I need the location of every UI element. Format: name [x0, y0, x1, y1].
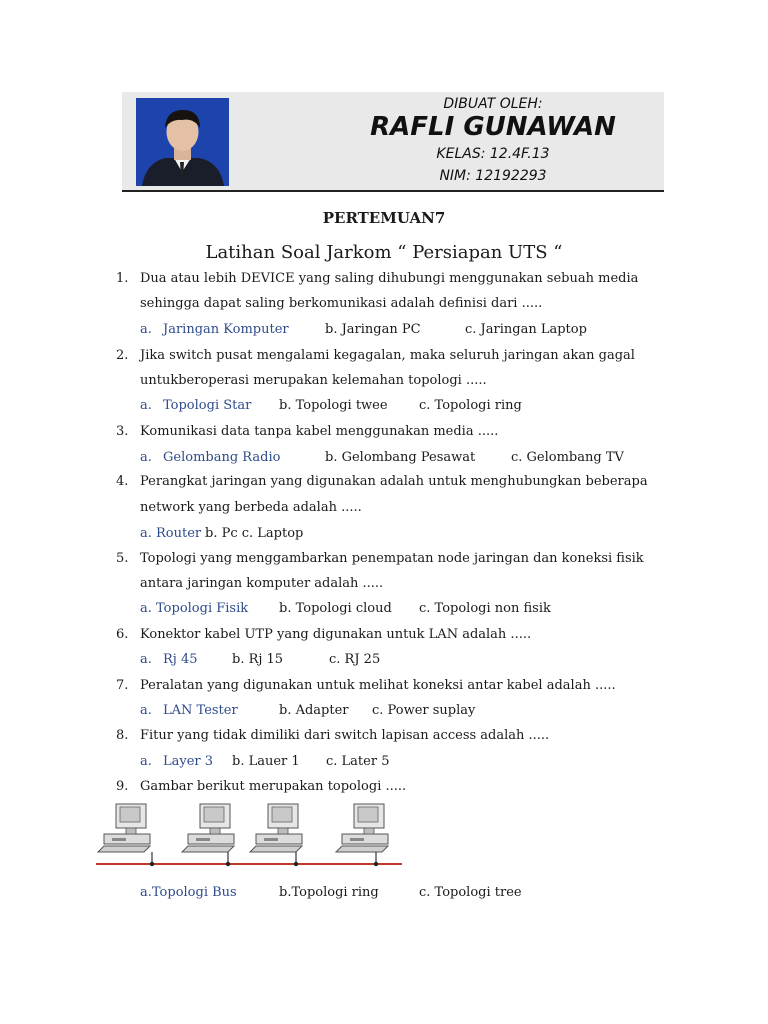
question-text: antara jaringan komputer adalah ..... [140, 576, 384, 591]
option-a-marker: a. [140, 398, 152, 413]
question-text: Komunikasi data tanpa kabel menggunakan media ..... [140, 424, 499, 439]
option-a-marker: a. [140, 450, 152, 465]
option-c: c. Topologi tree [419, 885, 522, 900]
question-number: 8. [116, 728, 129, 743]
author-class: KELAS: 12.4F.13 [436, 146, 550, 162]
question-text: Topologi yang menggambarkan penempatan node jaringan dan koneksi fisik [140, 551, 644, 566]
option-a: a. Topologi Fisik [140, 601, 249, 616]
author-header [122, 92, 664, 192]
option-a-marker: a. [140, 652, 152, 667]
question-number: 1. [116, 271, 129, 286]
option-c: c. Topologi non fisik [419, 601, 551, 616]
option-b: b.Topologi ring [279, 885, 379, 900]
question-number: 5. [116, 551, 129, 566]
question-number: 2. [116, 348, 129, 363]
page-title: Latihan Soal Jarkom “ Persiapan UTS “ [205, 242, 563, 263]
option-b: b. Rj 15 [232, 652, 284, 667]
meeting-heading: PERTEMUAN7 [322, 209, 446, 227]
option-a: Rj 45 [163, 652, 198, 667]
option-b: b. Topologi twee [279, 398, 388, 413]
option-c: c. RJ 25 [329, 652, 381, 667]
question-number: 9. [116, 779, 129, 794]
option-a: Gelombang Radio [163, 450, 281, 465]
question-text: sehingga dapat saling berkomunikasi adalah definisi dari ..... [140, 296, 543, 311]
option-a-marker: a. [140, 754, 152, 769]
question-number: 7. [116, 678, 129, 693]
question-text: Fitur yang tidak dimiliki dari switch lapisan access adalah ..... [140, 728, 550, 743]
option-a-marker: a. [140, 322, 152, 337]
option-b: b. Adapter [279, 703, 349, 718]
option-b-c: b. Pc c. Laptop [205, 526, 304, 541]
question-text: Peralatan yang digunakan untuk melihat koneksi antar kabel adalah ..... [140, 678, 616, 693]
question-text: Konektor kabel UTP yang digunakan untuk LAN adalah ..... [140, 627, 532, 642]
author-nim: NIM: 12192293 [439, 168, 547, 184]
option-b: b. Topologi cloud [279, 601, 392, 616]
question-number: 3. [116, 424, 129, 439]
bus-topology-diagram [96, 800, 406, 870]
question-text: untukberoperasi merupakan kelemahan topologi ..... [140, 373, 487, 388]
option-b: b. Gelombang Pesawat [325, 450, 476, 465]
question-text: Gambar berikut merupakan topologi ..... [140, 779, 407, 794]
option-c: c. Power suplay [372, 703, 476, 718]
option-a: a. Router [140, 526, 202, 541]
option-c: c. Gelombang TV [511, 450, 624, 465]
question-text: Perangkat jaringan yang digunakan adalah untuk menghubungkan beberapa [140, 474, 648, 489]
question-text: network yang berbeda adalah ..... [140, 500, 362, 515]
option-a: Topologi Star [163, 398, 252, 413]
author-photo [136, 98, 229, 186]
option-c: c. Later 5 [326, 754, 390, 769]
option-a: LAN Tester [163, 703, 238, 718]
option-a-marker: a. [140, 703, 152, 718]
option-c: c. Jaringan Laptop [465, 322, 587, 337]
author-name: RAFLI GUNAWAN [370, 112, 616, 142]
question-number: 6. [116, 627, 129, 642]
option-a: Jaringan Komputer [163, 322, 289, 337]
question-text: Dua atau lebih DEVICE yang saling dihubungi menggunakan sebuah media [140, 271, 639, 286]
option-b: b. Jaringan PC [325, 322, 421, 337]
question-text: Jika switch pusat mengalami kegagalan, maka seluruh jaringan akan gagal [140, 348, 635, 363]
option-a: Layer 3 [163, 754, 214, 769]
made-by-label: DIBUAT OLEH: [443, 96, 543, 112]
option-a: a.Topologi Bus [140, 885, 237, 900]
question-number: 4. [116, 474, 129, 489]
option-b: b. Lauer 1 [232, 754, 300, 769]
option-c: c. Topologi ring [419, 398, 522, 413]
